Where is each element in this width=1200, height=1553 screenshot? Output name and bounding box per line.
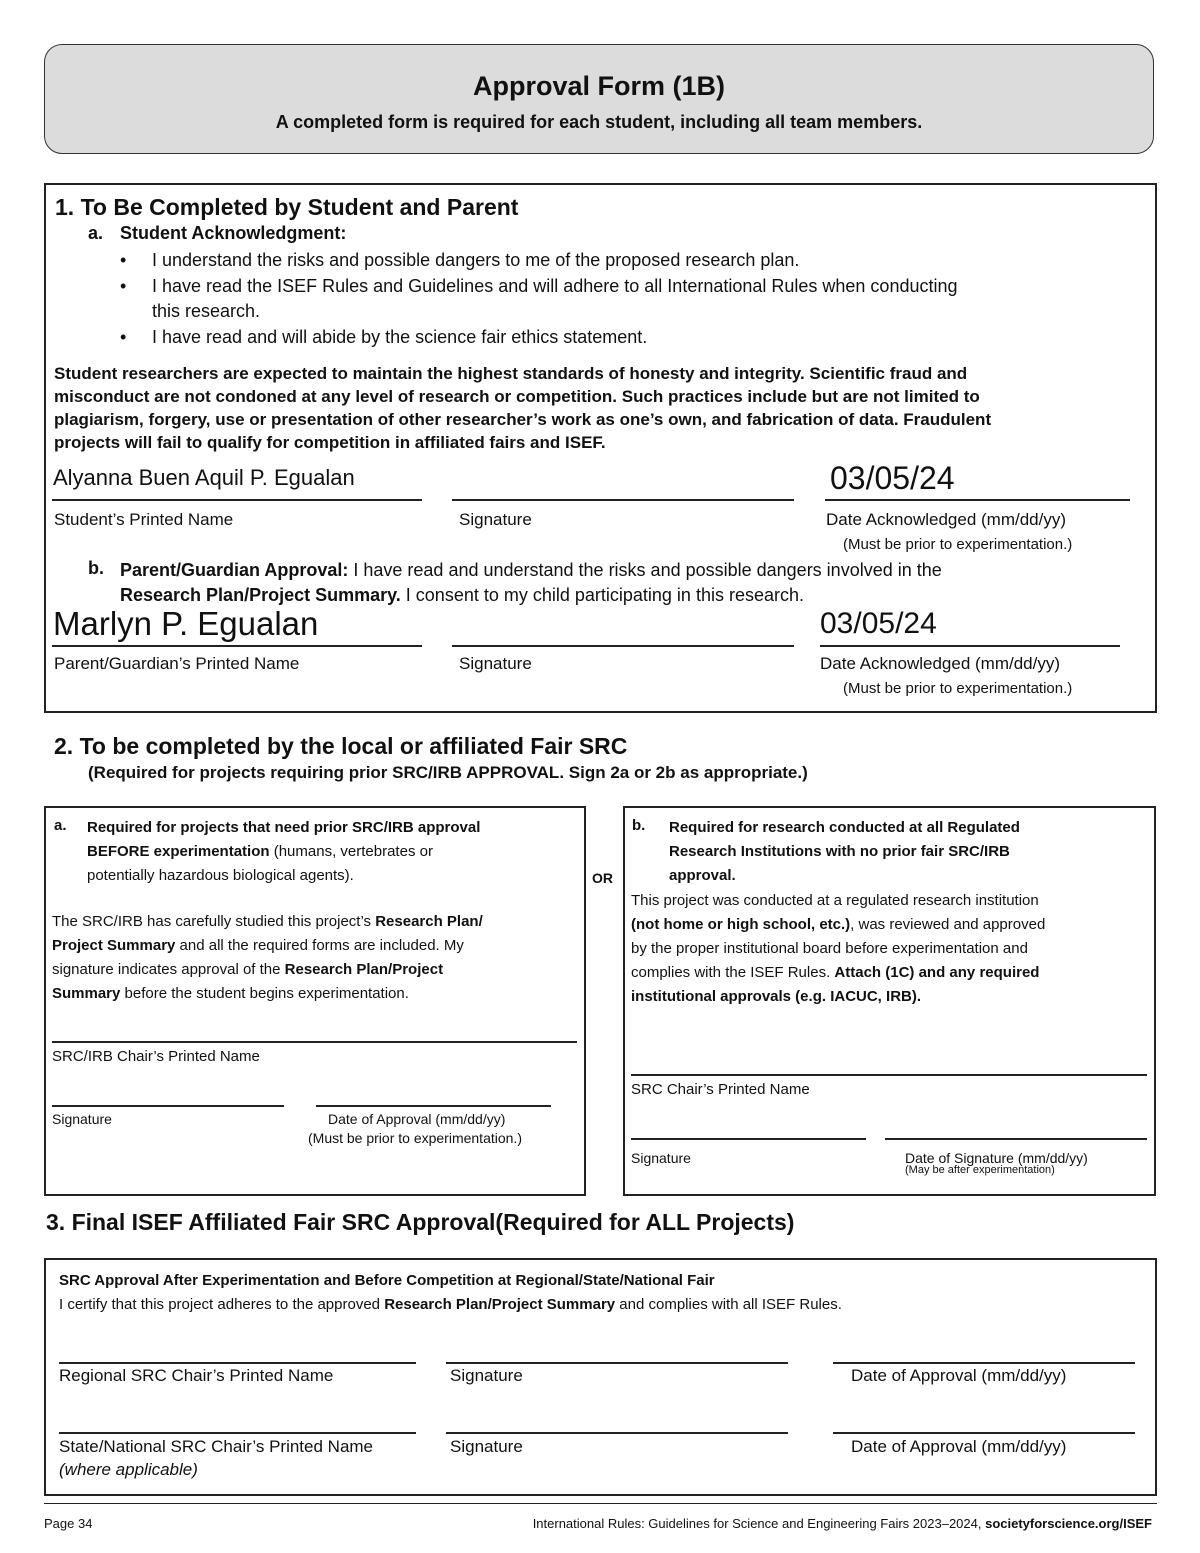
section3-title: 3. Final ISEF Affiliated Fair SRC Approval(Required for ALL Projects) — [46, 1209, 795, 1235]
section2-subtitle: (Required for projects requiring prior SRC/IRB APPROVAL. Sign 2a or 2b as appropriate.) — [88, 763, 808, 782]
section1b-label: b. — [88, 558, 104, 578]
state-date-line[interactable] — [833, 1432, 1135, 1434]
footer-page: Page 34 — [44, 1516, 93, 1531]
regional-signature-label: Signature — [450, 1366, 523, 1385]
section2a-body: The SRC/IRB has carefully studied this project’s Research Plan/ Project Summary and all the required forms are included. My signature indicates approval of the Research Plan/Project Summary before the student begins experimentation. — [52, 913, 483, 1002]
src-irb-date-label: Date of Approval (mm/dd/yy) — [328, 1111, 506, 1127]
ack-bullet-2: • I have read the ISEF Rules and Guidelines and will adhere to all International Rules when conducting — [120, 276, 958, 296]
student-date-note: (Must be prior to experimentation.) — [843, 536, 1073, 553]
state-date-label: Date of Approval (mm/dd/yy) — [851, 1437, 1067, 1456]
student-date-line — [825, 499, 1130, 501]
src-irb-chair-line[interactable] — [52, 1041, 577, 1043]
footer-link[interactable]: societyforscience.org/ISEF — [985, 1516, 1152, 1531]
parent-date-note: (Must be prior to experimentation.) — [843, 680, 1073, 697]
src-irb-date-line[interactable] — [316, 1105, 551, 1107]
student-date-label: Date Acknowledged (mm/dd/yy) — [826, 510, 1066, 529]
src-chair-date-line[interactable] — [885, 1138, 1147, 1140]
src-irb-chair-label: SRC/IRB Chair’s Printed Name — [52, 1048, 260, 1065]
src-chair-date-label: Date of Signature (mm/dd/yy) — [905, 1150, 1088, 1166]
src-irb-signature-line[interactable] — [52, 1105, 284, 1107]
section1-title: 1. To Be Completed by Student and Parent — [55, 194, 519, 220]
section3-certify: I certify that this project adheres to the approved Research Plan/Project Summary and complies with all ISEF Rules. — [59, 1296, 842, 1313]
student-date-value[interactable]: 03/05/24 — [830, 460, 955, 496]
parent-approval-text: Parent/Guardian Approval: I have read and understand the risks and possible dangers involved in the Research Plan/Project Summary. I consent to my child participating in this research. — [120, 560, 942, 605]
parent-date-line — [820, 645, 1120, 647]
student-signature-label: Signature — [459, 510, 532, 529]
src-irb-date-note: (Must be prior to experimentation.) — [308, 1130, 522, 1146]
regional-name-label: Regional SRC Chair’s Printed Name — [59, 1366, 334, 1385]
src-chair-signature-label: Signature — [631, 1150, 691, 1166]
parent-signature-label: Signature — [459, 654, 532, 673]
regional-date-label: Date of Approval (mm/dd/yy) — [851, 1366, 1067, 1385]
section2b-label: b. — [632, 817, 646, 834]
state-name-line[interactable] — [59, 1432, 416, 1434]
section2-title: 2. To be completed by the local or affiliated Fair SRC — [54, 733, 628, 759]
student-ack-title: Student Acknowledgment: — [120, 223, 347, 243]
src-chair-line[interactable] — [631, 1074, 1147, 1076]
parent-date-value[interactable]: 03/05/24 — [820, 607, 937, 640]
section2b-heading: Required for research conducted at all Regulated Research Institutions with no prior fair SRC/IRB approval. — [669, 819, 1020, 884]
form-subtitle: A completed form is required for each student, including all team members. — [275, 112, 923, 132]
src-chair-date-note: (May be after experimentation) — [905, 1164, 1055, 1176]
parent-signature-line[interactable] — [452, 645, 794, 647]
student-name-value[interactable]: Alyanna Buen Aquil P. Egualan — [53, 465, 355, 490]
src-chair-signature-line[interactable] — [631, 1138, 866, 1140]
footer-text: International Rules: Guidelines for Science and Engineering Fairs 2023–2024, societyforscience.org/ISEF — [532, 1516, 1152, 1531]
section2a-label: a. — [54, 817, 67, 834]
state-name-label: State/National SRC Chair’s Printed Name — [59, 1437, 374, 1456]
student-name-label: Student’s Printed Name — [54, 510, 234, 529]
or-label: OR — [592, 870, 613, 886]
state-signature-line[interactable] — [446, 1432, 788, 1434]
student-name-line — [52, 499, 422, 501]
parent-date-label: Date Acknowledged (mm/dd/yy) — [820, 654, 1060, 673]
ack-bullet-1: • I understand the risks and possible dangers to me of the proposed research plan. — [120, 250, 800, 270]
ack-bullet-3: • I have read and will abide by the science fair ethics statement. — [120, 327, 648, 347]
parent-name-line — [52, 645, 422, 647]
section2a-heading: Required for projects that need prior SRC/IRB approval BEFORE experimentation (humans, vertebrates or potentially hazardous biological agents). — [87, 819, 481, 884]
student-signature-line[interactable] — [452, 499, 794, 501]
ack-bullet-2-cont: this research. — [152, 301, 261, 321]
section1a-label: a. — [88, 223, 104, 243]
regional-date-line[interactable] — [833, 1362, 1135, 1364]
section2b-body: This project was conducted at a regulated research institution (not home or high school, etc.), was reviewed and approved by the proper institutional board before experimentation and complies with the ISEF Rules. Attach (1C) and any required institutional approvals (e.g. IACUC, IRB). — [631, 892, 1046, 1005]
src-irb-signature-label: Signature — [52, 1111, 112, 1127]
regional-name-line[interactable] — [59, 1362, 416, 1364]
parent-name-label: Parent/Guardian’s Printed Name — [54, 654, 300, 673]
src-chair-label: SRC Chair’s Printed Name — [631, 1081, 810, 1098]
parent-name-value[interactable]: Marlyn P. Egualan — [53, 605, 319, 642]
form-title: Approval Form (1B) — [472, 71, 726, 101]
regional-signature-line[interactable] — [446, 1362, 788, 1364]
footer-rule — [44, 1503, 1157, 1504]
state-name-note: (where applicable) — [59, 1460, 198, 1479]
section3-heading: SRC Approval After Experimentation and Before Competition at Regional/State/National Fair — [59, 1272, 715, 1289]
integrity-statement: Student researchers are expected to maintain the highest standards of honesty and integrity. Scientific fraud and misconduct are not condoned at any level of research or competition. Such practices include but are not limited to plagiarism, forgery, use or presentation of other researcher’s work as one’s own, and fabrication of data. Fraudulent projects will fail to qualify for competition in affiliated fairs and ISEF. — [54, 364, 992, 452]
state-signature-label: Signature — [450, 1437, 523, 1456]
form-header — [44, 44, 1154, 154]
